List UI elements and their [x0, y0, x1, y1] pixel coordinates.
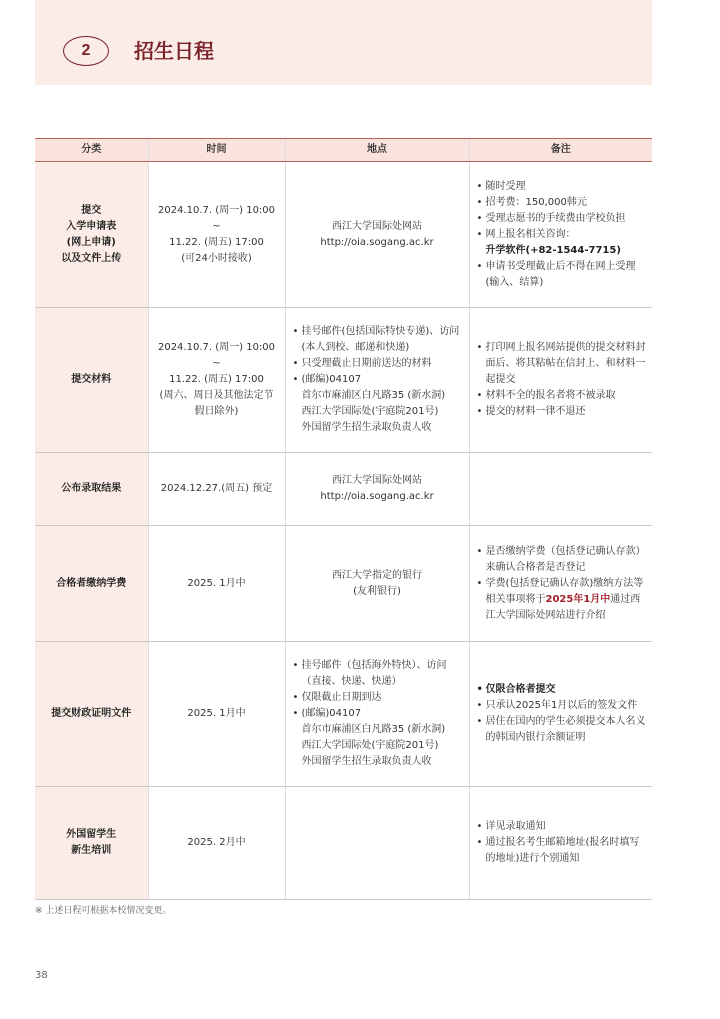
address-line: 外国留学生招生录取负责人收	[301, 422, 432, 433]
list-item: • 仅限合格者提交	[486, 682, 647, 698]
list-item: • 打印网上报名网站提供的提交材料封面后、将其粘帖在信封上、和材料一起提交	[486, 340, 647, 388]
list-item: • 受理志愿书的手续费由学校负担	[486, 211, 647, 227]
category-cell: 外国留学生 新生培训	[35, 787, 148, 900]
list-item: • 只受理截止日期前送达的材料	[302, 356, 463, 372]
time-cell: 2025. 1月中	[148, 642, 285, 787]
header-notes: 备注	[469, 139, 652, 162]
list-item: • 学费(包括登记确认存款)缴纳方法等相关事项将于2025年1月中通过西江大学国际处网站进行介绍	[486, 576, 647, 624]
place-cell: 西江大学指定的银行 (友利银行)	[285, 526, 469, 642]
header-time: 时间	[148, 139, 285, 162]
list-item: • (邮编)04107	[302, 706, 463, 722]
list-item: • 是否缴纳学费（包括登记确认存款）来确认合格者是否登记	[486, 544, 647, 576]
list-item: • 招考费：150,000韩元	[486, 195, 647, 211]
footnote: ※ 上述日程可根据本校情况变更。	[35, 906, 172, 916]
list-item: • 仅限截止日期到达	[302, 690, 463, 706]
website-url: http://oia.sogang.ac.kr	[320, 491, 434, 502]
list-item: • 网上报名相关咨询： 升学软件(+82-1544-7715)	[486, 227, 647, 259]
address-line: 首尔市麻浦区白凡路35 (新水洞)	[301, 724, 446, 735]
highlight-date: 2025年1月中	[545, 593, 611, 605]
list-item: • 居住在国内的学生必须提交本人名义的韩国内银行余额证明	[486, 714, 647, 746]
notes-cell	[469, 642, 652, 787]
table-row	[35, 787, 652, 900]
table-row	[35, 453, 652, 526]
table-row	[35, 526, 652, 642]
notes-cell	[469, 787, 652, 900]
table-row	[35, 642, 652, 787]
table-row	[35, 162, 652, 308]
section-number: 2	[63, 36, 109, 66]
list-item: • 申请书受理截止后不得在网上受理(输入、结算)	[486, 259, 647, 291]
notes-cell	[469, 308, 652, 453]
address-line: 西江大学国际处(宇庭院201号)	[301, 740, 439, 751]
table-row	[35, 308, 652, 453]
time-cell: 2024.12.27.(周五) 预定	[148, 453, 285, 526]
time-cell: 2025. 1月中	[148, 526, 285, 642]
list-item: • 只承认2025年1月以后的签发文件	[486, 698, 647, 714]
list-item: • 挂号邮件(包括国际特快专递)、访问(本人到校、邮递和快递)	[302, 324, 463, 356]
notes-cell	[469, 526, 652, 642]
header-place: 地点	[285, 139, 469, 162]
category-cell: 提交 入学申请表 (网上申请) 以及文件上传	[35, 162, 148, 308]
category-cell: 提交材料	[35, 308, 148, 453]
table-header-row	[35, 139, 652, 162]
place-cell: 西江大学国际处网站 http://oia.sogang.ac.kr	[285, 453, 469, 526]
category-cell: 提交财政证明文件	[35, 642, 148, 787]
time-cell: 2024.10.7. (周一) 10:00 ~ 11.22. (周五) 17:00 (周六、周日及其他法定节 假日除外)	[148, 308, 285, 453]
section-header	[35, 0, 652, 85]
category-cell: 公布录取结果	[35, 453, 148, 526]
header-category: 分类	[35, 139, 148, 162]
notes-cell	[469, 453, 652, 526]
category-cell: 合格者缴纳学费	[35, 526, 148, 642]
list-item: • 材料不全的报名者将不被录取	[486, 388, 647, 404]
section-title: 招生日程	[134, 39, 214, 63]
list-item: • 详见录取通知	[486, 819, 647, 835]
website-url: http://oia.sogang.ac.kr	[320, 236, 434, 248]
list-item: • (邮编)04107	[302, 372, 463, 388]
list-item: • 挂号邮件（包括海外特快）、访问（直接、快递、快递）	[302, 658, 463, 690]
list-item: • 通过报名考生邮箱地址(报名时填写的地址)进行个别通知	[486, 835, 647, 867]
notes-cell	[469, 162, 652, 308]
place-cell: 西江大学国际处网站 http://oia.sogang.ac.kr	[285, 162, 469, 308]
time-cell: 2025. 2月中	[148, 787, 285, 900]
page-number: 38	[35, 970, 48, 981]
schedule-table	[35, 138, 652, 900]
time-cell: 2024.10.7. (周一) 10:00 ~ 11.22. (周五) 17:00 (可24小时接收)	[148, 162, 285, 308]
list-item: • 随时受理	[486, 179, 647, 195]
address-line: 西江大学国际处(宇庭院201号)	[301, 406, 439, 417]
address-line: 外国留学生招生录取负责人收	[301, 756, 432, 767]
list-item: • 提交的材料一律不退还	[486, 404, 647, 420]
place-cell	[285, 308, 469, 453]
place-cell	[285, 787, 469, 900]
place-cell	[285, 642, 469, 787]
address-line: 首尔市麻浦区白凡路35 (新水洞)	[301, 390, 446, 401]
